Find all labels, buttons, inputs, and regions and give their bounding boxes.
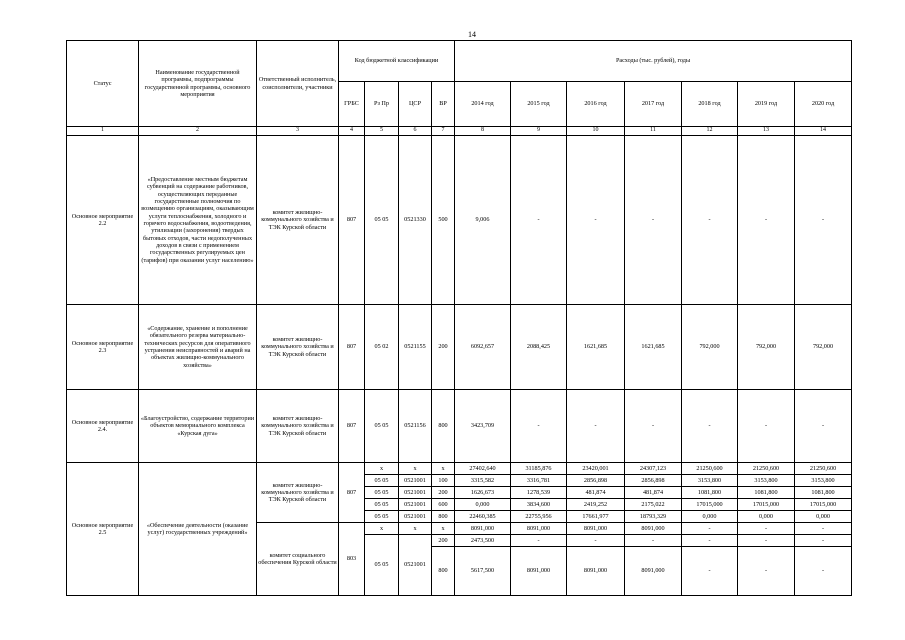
- row-value: -: [682, 547, 738, 596]
- row-value: 21250,600: [795, 463, 852, 475]
- row-value: -: [738, 523, 795, 535]
- table-row: [67, 463, 852, 475]
- row-rzpr: 05 05: [365, 487, 399, 499]
- row-vr: x: [432, 463, 455, 475]
- row-value: 2473,500: [455, 535, 511, 547]
- col-number: 12: [682, 127, 738, 136]
- row-grbs: 803: [339, 523, 365, 596]
- row-rzpr: 05 05: [365, 136, 399, 305]
- row-value: -: [682, 136, 738, 305]
- row-value: 3315,582: [455, 475, 511, 487]
- row-csr: 0521155: [399, 305, 432, 390]
- row-value: 3834,600: [511, 499, 567, 511]
- row-responsible: комитет жилищно-коммунального хозяйства и ТЭК Курской области: [257, 390, 339, 463]
- row-value: 21250,600: [682, 463, 738, 475]
- row-value: 2088,425: [511, 305, 567, 390]
- row-value: 17661,977: [567, 511, 625, 523]
- row-grbs: 807: [339, 390, 365, 463]
- row-vr: 800: [432, 390, 455, 463]
- row-vr: x: [432, 523, 455, 535]
- row-grbs: 807: [339, 305, 365, 390]
- row-value: 31185,876: [511, 463, 567, 475]
- row-value: 1081,800: [738, 487, 795, 499]
- header-name: Наименование государственной программы, подпрограммы государственной программы, основного мероприятия: [139, 41, 257, 127]
- row-status: Основное мероприятие 2.4.: [67, 390, 139, 463]
- header-code-group: Код бюджетной классификации: [339, 41, 455, 82]
- budget-table: [66, 40, 852, 596]
- row-value: 0,000: [455, 499, 511, 511]
- row-value: 18793,329: [625, 511, 682, 523]
- row-value: -: [682, 523, 738, 535]
- row-rzpr: 05 05: [365, 475, 399, 487]
- row-value: 0,000: [795, 511, 852, 523]
- row-csr: 0521001: [399, 475, 432, 487]
- row-value: 2419,252: [567, 499, 625, 511]
- row-value: 1621,685: [625, 305, 682, 390]
- row-value: 8091,000: [455, 523, 511, 535]
- row-value: -: [795, 136, 852, 305]
- row-value: -: [738, 390, 795, 463]
- header-year: 2020 год: [795, 82, 852, 127]
- row-value: 8091,000: [567, 547, 625, 596]
- row-value: 792,000: [795, 305, 852, 390]
- header-grbs: ГРБС: [339, 82, 365, 127]
- row-value: -: [625, 535, 682, 547]
- header-status: Статус: [67, 41, 139, 127]
- row-value: -: [738, 535, 795, 547]
- row-vr: 200: [432, 305, 455, 390]
- row-status: Основное мероприятие 2.3: [67, 305, 139, 390]
- row-value: -: [511, 535, 567, 547]
- row-value: 0,000: [682, 511, 738, 523]
- row-value: 8091,000: [625, 547, 682, 596]
- row-value: 481,874: [625, 487, 682, 499]
- page-number: 14: [468, 30, 476, 39]
- row-value: -: [682, 535, 738, 547]
- row-value: 22755,956: [511, 511, 567, 523]
- row-csr: 0521001: [399, 535, 432, 596]
- row-csr: x: [399, 463, 432, 475]
- row-value: -: [795, 523, 852, 535]
- row-name: «Благоустройство, содержание территории объектов мемориального комплекса «Курская дуга»: [139, 390, 257, 463]
- header-year: 2018 год: [682, 82, 738, 127]
- row-responsible: комитет жилищно-коммунального хозяйства и ТЭК Курской области: [257, 463, 339, 523]
- row-name: «Содержание, хранение и пополнение обязательного резерва материально-технических ресурсов для оперативного устранения неисправностей и аварий на объектах жилищно-коммунального хозяйства»: [139, 305, 257, 390]
- header-responsible: Ответственный исполнитель, соисполнители, участники: [257, 41, 339, 127]
- row-csr: 0521156: [399, 390, 432, 463]
- column-number-row: [67, 127, 852, 136]
- row-value: 1081,800: [795, 487, 852, 499]
- header-vr: ВР: [432, 82, 455, 127]
- row-value: 21250,600: [738, 463, 795, 475]
- col-number: 1: [67, 127, 139, 136]
- row-value: 3316,781: [511, 475, 567, 487]
- row-value: 8091,000: [511, 547, 567, 596]
- row-responsible: комитет социального обеспечения Курской области: [257, 523, 339, 596]
- row-value: -: [511, 390, 567, 463]
- row-value: -: [511, 136, 567, 305]
- row-vr: 600: [432, 499, 455, 511]
- row-value: -: [738, 547, 795, 596]
- row-value: 1081,800: [682, 487, 738, 499]
- row-value: 2856,898: [625, 475, 682, 487]
- row-rzpr: 05 05: [365, 499, 399, 511]
- row-rzpr: x: [365, 463, 399, 475]
- row-value: 8091,000: [567, 523, 625, 535]
- row-value: 3153,800: [738, 475, 795, 487]
- row-value: -: [795, 547, 852, 596]
- col-number: 4: [339, 127, 365, 136]
- row-value: 9,006: [455, 136, 511, 305]
- row-rzpr: 05 05: [365, 390, 399, 463]
- row-rzpr: 05 02: [365, 305, 399, 390]
- row-value: -: [795, 535, 852, 547]
- col-number: 13: [738, 127, 795, 136]
- row-rzpr: x: [365, 523, 399, 535]
- header-year: 2019 год: [738, 82, 795, 127]
- row-grbs: 807: [339, 136, 365, 305]
- row-value: 3423,709: [455, 390, 511, 463]
- row-csr: 0521330: [399, 136, 432, 305]
- row-value: 1626,673: [455, 487, 511, 499]
- row-value: -: [738, 136, 795, 305]
- row-value: 17015,000: [795, 499, 852, 511]
- table-row: [67, 390, 852, 463]
- header-expenses-group: Расходы (тыс. рублей), годы: [455, 41, 852, 82]
- row-vr: 800: [432, 547, 455, 596]
- col-number: 9: [511, 127, 567, 136]
- row-value: 481,874: [567, 487, 625, 499]
- row-value: -: [625, 136, 682, 305]
- row-rzpr: 05 05: [365, 535, 399, 596]
- table-row: [67, 136, 852, 305]
- header-row-1: [67, 41, 852, 82]
- row-value: 2175,022: [625, 499, 682, 511]
- col-number: 10: [567, 127, 625, 136]
- row-status: Основное мероприятие 2.2: [67, 136, 139, 305]
- row-vr: 800: [432, 511, 455, 523]
- header-year: 2015 год: [511, 82, 567, 127]
- col-number: 14: [795, 127, 852, 136]
- table-row: [67, 305, 852, 390]
- row-value: 5617,500: [455, 547, 511, 596]
- row-name: «Обеспечение деятельности (оказание услуг) государственных учреждений»: [139, 463, 257, 596]
- header-csr: ЦСР: [399, 82, 432, 127]
- row-value: -: [625, 390, 682, 463]
- row-value: -: [567, 390, 625, 463]
- row-grbs: 807: [339, 463, 365, 523]
- col-number: 6: [399, 127, 432, 136]
- row-csr: 0521001: [399, 511, 432, 523]
- row-value: -: [567, 535, 625, 547]
- header-year: 2014 год: [455, 82, 511, 127]
- row-status: Основное мероприятие 2.5: [67, 463, 139, 596]
- row-value: 2856,898: [567, 475, 625, 487]
- row-value: -: [795, 390, 852, 463]
- col-number: 7: [432, 127, 455, 136]
- row-vr: 100: [432, 475, 455, 487]
- row-name: «Предоставление местным бюджетам субвенций на содержание работников, осуществляющих переданные государственные полномочия по возмещению организациям, оказывающим услуги теплоснабжения, холодного и горячего водоснабжения, водоотведения, утилизации (захоронения) твердых бытовых отходов, части недополученных доходов в связи с применением государственных регулируемых цен (тарифов) при оказании услуг населению»: [139, 136, 257, 305]
- row-value: 1278,539: [511, 487, 567, 499]
- row-vr: 500: [432, 136, 455, 305]
- header-year: 2017 год: [625, 82, 682, 127]
- row-value: 8091,000: [511, 523, 567, 535]
- col-number: 8: [455, 127, 511, 136]
- row-vr: 200: [432, 487, 455, 499]
- col-number: 5: [365, 127, 399, 136]
- row-responsible: комитет жилищно-коммунального хозяйства и ТЭК Курской области: [257, 305, 339, 390]
- row-value: 3153,800: [682, 475, 738, 487]
- col-number: 2: [139, 127, 257, 136]
- row-value: -: [682, 390, 738, 463]
- row-value: 0,000: [738, 511, 795, 523]
- col-number: 3: [257, 127, 339, 136]
- row-vr: 200: [432, 535, 455, 547]
- row-value: -: [567, 136, 625, 305]
- row-responsible: комитет жилищно-коммунального хозяйства и ТЭК Курской области: [257, 136, 339, 305]
- row-value: 23420,001: [567, 463, 625, 475]
- row-value: 8091,000: [625, 523, 682, 535]
- row-csr: 0521001: [399, 487, 432, 499]
- row-value: 27402,640: [455, 463, 511, 475]
- row-value: 792,000: [738, 305, 795, 390]
- row-value: 792,000: [682, 305, 738, 390]
- row-value: 22460,385: [455, 511, 511, 523]
- row-value: 3153,800: [795, 475, 852, 487]
- row-value: 17015,000: [738, 499, 795, 511]
- row-value: 1621,685: [567, 305, 625, 390]
- row-rzpr: 05 05: [365, 511, 399, 523]
- header-rzpr: Рз Пр: [365, 82, 399, 127]
- col-number: 11: [625, 127, 682, 136]
- row-csr: x: [399, 523, 432, 535]
- row-csr: 0521001: [399, 499, 432, 511]
- row-value: 24307,123: [625, 463, 682, 475]
- header-year: 2016 год: [567, 82, 625, 127]
- row-value: 17015,000: [682, 499, 738, 511]
- row-value: 6092,657: [455, 305, 511, 390]
